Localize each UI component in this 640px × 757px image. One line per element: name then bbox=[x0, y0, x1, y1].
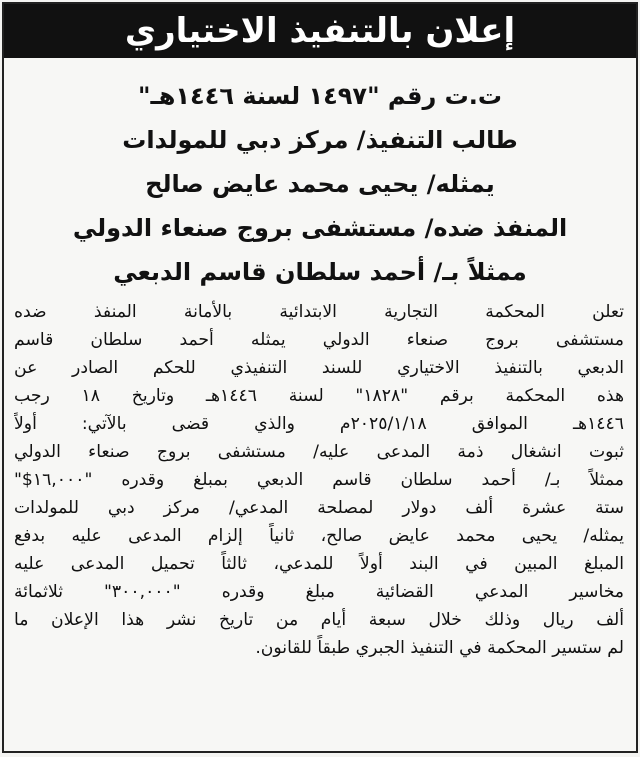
body-line: ثبوت انشغال ذمة المدعى عليه/ مستشفى بروج صنعاء الدولي bbox=[14, 442, 624, 462]
defendant-representative: ممثلاً بـ/ أحمد سلطان قاسم الدبعي bbox=[113, 258, 527, 286]
body-line: ممثلاً بـ/ أحمد سلطان قاسم الدبعي بمبلغ وقدره "١٦,٠٠٠$" bbox=[14, 470, 624, 490]
executed-against: المنفذ ضده/ مستشفى بروج صنعاء الدولي bbox=[72, 214, 568, 242]
execution-requester: طالب التنفيذ/ مركز دبي للمولدات bbox=[122, 126, 518, 154]
body-line: ١٤٤٦هـ الموافق ٢٠٢٥/١/١٨م والذي قضى بالآتي: أولاً bbox=[14, 414, 624, 434]
notice-body bbox=[4, 294, 636, 662]
body-line: مخاسير المدعي القضائية مبلغ وقدره "٣٠٠,٠٠٠" ثلاثمائة bbox=[14, 582, 624, 602]
body-line: هذه المحكمة برقم "١٨٢٨" لسنة ١٤٤٦هـ وتاريخ ١٨ رجب bbox=[14, 386, 624, 406]
body-line: لم ستسير المحكمة في التنفيذ الجبري طبقاً للقانون. bbox=[255, 638, 624, 658]
case-number: ت.ت رقم "١٤٩٧ لسنة ١٤٤٦هـ" bbox=[138, 82, 502, 110]
body-line: مستشفى بروج صنعاء الدولي يمثله أحمد سلطان قاسم bbox=[14, 330, 624, 350]
case-headlines bbox=[4, 58, 636, 294]
notice-title: إعلان بالتنفيذ الاختياري bbox=[124, 11, 516, 51]
body-line: ألف ريال وذلك خلال سبعة أيام من تاريخ نشر هذا الإعلان ما bbox=[14, 610, 624, 630]
body-line: ستة عشرة ألف دولار لمصلحة المدعي/ مركز دبي للمولدات bbox=[14, 498, 624, 518]
notice-title-banner bbox=[4, 4, 636, 58]
requester-representative: يمثله/ يحيى محمد عايض صالح bbox=[145, 170, 495, 198]
body-line: يمثله/ يحيى محمد عايض صالح، ثانياً إلزام المدعى عليه بدفع bbox=[14, 526, 624, 546]
body-line: الدبعي بالتنفيذ الاختياري للسند التنفيذي للحكم الصادر عن bbox=[14, 358, 624, 378]
body-line: المبلغ المبين في البند أولاً للمدعي، ثالثاً تحميل المدعى عليه bbox=[14, 554, 624, 574]
body-line: تعلن المحكمة التجارية الابتدائية بالأمانة المنفذ ضده bbox=[14, 302, 624, 322]
notice-page bbox=[2, 2, 638, 753]
